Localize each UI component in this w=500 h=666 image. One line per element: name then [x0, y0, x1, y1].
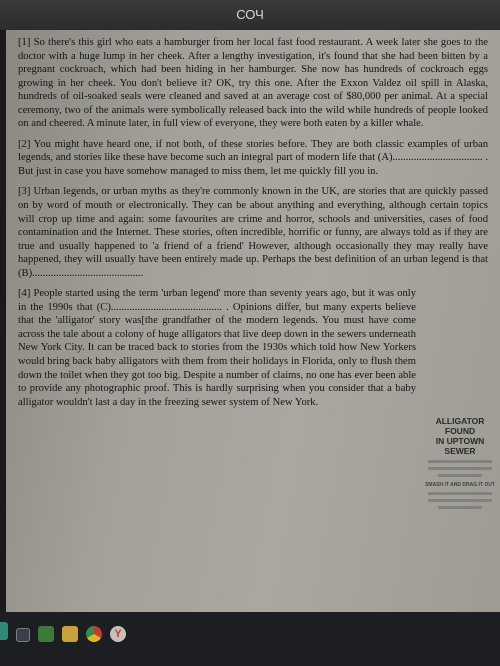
- yandex-browser-icon[interactable]: Y: [110, 626, 126, 642]
- window-title-bar: [0, 0, 500, 30]
- clipping-text-line: [428, 460, 492, 463]
- task-view-icon[interactable]: [16, 628, 30, 642]
- paragraph-1: [1] So there's this girl who eats a hamburger from her local fast food restaurant. A week later she goes to the doctor with a huge lump in her cheek. After a lengthy investigation, it's found that she had been bitten by a pregnant cockroach, which had been hiding in her hamburger. She now has hundreds of cockroach eggs growing in her cheek. You don't believe it? OK, try this one. After the Exxon Valdez oil spill in Alaska, hundreds of oil-soaked seals were cleaned and saved at an average cost of $80,000 per animal. At a special ceremony, two of the animals were symbolically released back into the wild while hundreds of people looked on and cheered. A minute later, in full view of everyone, they were both eaten by a killer whale.: [18, 37, 488, 130]
- clipping-headline-2: IN UPTOWN SEWER: [435, 436, 485, 456]
- clipping-text-line: [438, 474, 482, 477]
- window-title: СОЧ: [236, 7, 264, 22]
- paragraph-2: [2] You might have heard one, if not both, of these stories before. They are both classic examples of urban legends, and stories like these have become such an integral part of modern life that (A).................................. . But just in case you have somehow managed to miss them, let me quickly fill you in.: [18, 138, 488, 177]
- clipping-text-line: [438, 506, 482, 509]
- clipping-text-line: [428, 467, 492, 470]
- clipping-text-line: [428, 492, 492, 495]
- paragraph-4: [4] People started using the term 'urban legend' more than seventy years ago, but it was only in the 1990s that (C).......................................... . Opinions differ, but many experts believe that the 'alligator' story was[the grandfather of the modern legends. You must have come across the tale about a colony of huge alligators that live deep down in the sewers underneath New York City. It can be traced back to stories from the 1930s which told how New Yorkers would bring back baby alligators with them from their holidays in Florida, only to flush them down the toilet when they got too big. Despite a number of claims, no one has ever been able to provide any photographic proof. This is hardly surprising when you consider that a baby alligator wouldn't last a day in the freezing sewer system of New York.: [18, 288, 416, 408]
- clipping-headline-1: ALLIGATOR FOUND: [435, 416, 485, 436]
- paragraph-3: [3] Urban legends, or urban myths as they're commonly known in the UK, are stories that are quickly passed on by word of mouth or electronically. They can be about anything and everything, although certain topics will crop up time and again: some favourites are crime and horror, schools and universities, cases of food contamination and the Internet. These stories, often incredible, horrific or funny, are always told as if they are true and usually happened to 'a friend of a friend' However, although occasionally they may really have happened, they will usually have been entirely made up. Perhaps the best definition of an urban legend is that (B)..........................................: [18, 186, 488, 279]
- search-icon[interactable]: [0, 622, 8, 640]
- clipping-text-line: [428, 499, 492, 502]
- clipping-subhead: SMASH IT AND DRAG IT OUT: [425, 482, 495, 488]
- newspaper-clipping: [424, 416, 496, 513]
- store-icon[interactable]: [38, 626, 54, 642]
- taskbar: [0, 612, 500, 666]
- file-explorer-icon[interactable]: [62, 626, 78, 642]
- chrome-icon[interactable]: [86, 626, 102, 642]
- document-photo: [6, 30, 500, 612]
- document-text: [18, 36, 488, 416]
